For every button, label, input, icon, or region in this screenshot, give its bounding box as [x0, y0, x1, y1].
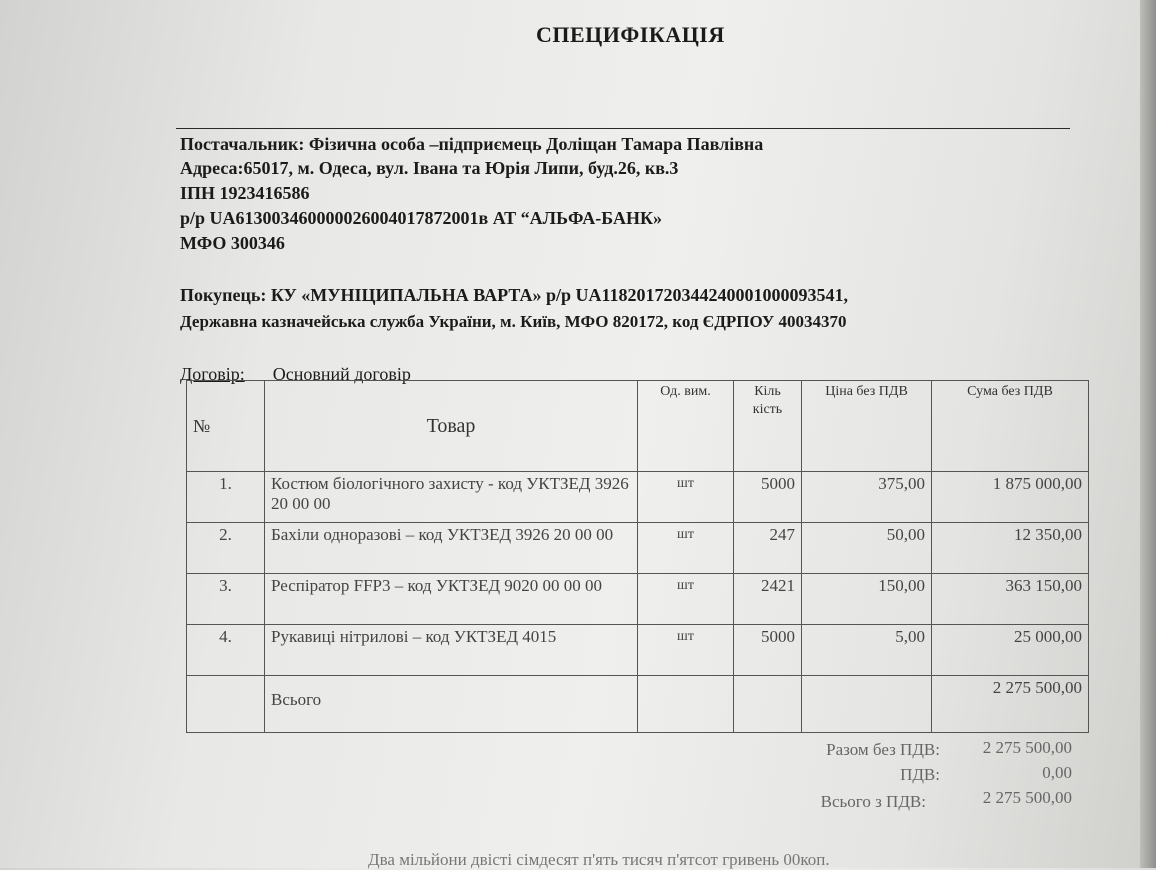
specification-table — [186, 380, 1089, 733]
row-price: 50,00 — [802, 523, 932, 574]
contract-value: Основний договір — [272, 364, 411, 384]
table-row — [187, 472, 1089, 523]
header-sum: Сума без ПДВ — [932, 381, 1089, 472]
header-qty: Кіль кість — [734, 381, 802, 472]
header-divider — [176, 128, 1070, 129]
header-price: Ціна без ПДВ — [802, 381, 932, 472]
total-empty-cell — [734, 676, 802, 733]
buyer-name: Покупець: КУ «МУНІЦИПАЛЬНА ВАРТА» р/р UA118201720344240001000093541, — [180, 285, 849, 305]
row-unit: шт — [638, 574, 734, 625]
row-price: 5,00 — [802, 625, 932, 676]
header-product: Товар — [265, 381, 638, 472]
summary-gross-value: 2 275 500,00 — [982, 788, 1072, 807]
total-empty-cell — [638, 676, 734, 733]
summary-vat-value: 0,00 — [1042, 763, 1072, 782]
row-product: Рукавиці нітрилові – код УКТЗЕД 4015 — [265, 625, 638, 676]
row-index: 4. — [187, 625, 265, 676]
row-unit: шт — [638, 625, 734, 676]
row-index: 1. — [187, 472, 265, 523]
row-product: Респіратор FFP3 – код УКТЗЕД 9020 00 00 00 — [265, 574, 638, 625]
table-row — [187, 574, 1089, 625]
supplier-mfo: МФО 300346 — [180, 233, 285, 253]
document-title: СПЕЦИФІКАЦІЯ — [536, 22, 725, 47]
row-price: 150,00 — [802, 574, 932, 625]
row-unit: шт — [638, 472, 734, 523]
summary-vat-label: ПДВ: — [900, 765, 940, 784]
page-edge-shadow — [1140, 0, 1156, 868]
total-empty-cell — [802, 676, 932, 733]
table-total-row — [187, 676, 1089, 733]
amount-in-words: Два мільйони двісті сімдесят п'ять тисяч п'ятсот гривень 00коп. — [368, 850, 830, 869]
contract-label: Договір: — [180, 364, 245, 384]
total-empty-cell — [187, 676, 265, 733]
table-row — [187, 523, 1089, 574]
row-sum: 1 875 000,00 — [932, 472, 1089, 523]
row-qty: 247 — [734, 523, 802, 574]
row-sum: 363 150,00 — [932, 574, 1089, 625]
row-index: 3. — [187, 574, 265, 625]
summary-net-label: Разом без ПДВ: — [826, 740, 940, 759]
row-qty: 5000 — [734, 625, 802, 676]
table-row — [187, 625, 1089, 676]
summary-gross-label: Всього з ПДВ: — [820, 792, 926, 811]
table-header-row — [187, 381, 1089, 472]
summary-net-value: 2 275 500,00 — [982, 738, 1072, 757]
row-qty: 5000 — [734, 472, 802, 523]
row-index: 2. — [187, 523, 265, 574]
supplier-name: Постачальник: Фізична особа –підприємець Доліщан Тамара Павлівна — [180, 134, 764, 154]
header-no: № — [187, 381, 265, 472]
buyer-treasury: Державна казначейська служба України, м. Київ, МФО 820172, код ЄДРПОУ 40034370 — [180, 312, 847, 331]
supplier-tax-id: ІПН 1923416586 — [180, 183, 310, 203]
total-label: Всього — [265, 676, 638, 733]
row-price: 375,00 — [802, 472, 932, 523]
total-sum: 2 275 500,00 — [932, 676, 1089, 733]
supplier-account: р/р UA613003460000026004017872001в АТ “АЛЬФА-БАНК» — [180, 208, 663, 228]
row-unit: шт — [638, 523, 734, 574]
supplier-address: Адреса:65017, м. Одеса, вул. Івана та Юрія Липи, буд.26, кв.3 — [180, 158, 679, 178]
header-unit: Од. вим. — [638, 381, 734, 472]
row-sum: 25 000,00 — [932, 625, 1089, 676]
row-sum: 12 350,00 — [932, 523, 1089, 574]
row-product: Бахіли одноразові – код УКТЗЕД 3926 20 00 00 — [265, 523, 638, 574]
row-product: Костюм біологічного захисту - код УКТЗЕД 3926 20 00 00 — [265, 472, 638, 523]
row-qty: 2421 — [734, 574, 802, 625]
